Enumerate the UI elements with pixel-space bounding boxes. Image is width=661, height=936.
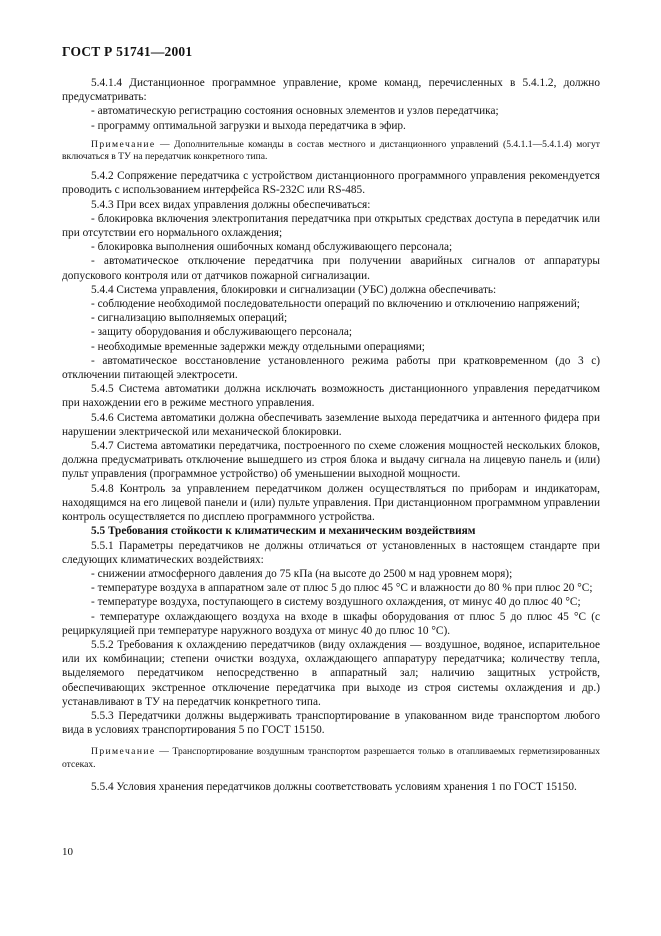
list-item: - снижении атмосферного давления до 75 кПа (на высоте до 2500 м над уровнем моря); [91, 567, 513, 580]
document-header: ГОСТ Р 51741—2001 [62, 44, 193, 59]
list-item: - программу оптимальной загрузки и выхода передатчика в эфир. [91, 119, 406, 132]
note-lead: Примечание [91, 138, 156, 150]
paragraph-5-4-4: 5.4.4 Система управления, блокировки и сигнализации (УБС) должна обеспечивать: [91, 283, 497, 296]
list-item: - автоматическую регистрацию состояния основных элементов и узлов передатчика; [91, 105, 499, 118]
note-1 [62, 139, 600, 163]
paragraph-5-5-3: 5.5.3 Передатчики должны выдерживать транспортирование в упакованном виде транспортом любого вида в условиях транспортирования 5 по ГОСТ 15150. [62, 709, 600, 737]
list-item: - автоматическое восстановление установленного режима работы при кратковременном (до 3 с) отключении питающей электросети. [62, 354, 600, 382]
page-number: 10 [62, 846, 73, 858]
list-item: - температуре воздуха в аппаратном зале от плюс 5 до плюс 45 °С и влажности до 80 % при плюс 20 °С; [91, 582, 593, 595]
list-item: - сигнализацию выполняемых операций; [91, 312, 288, 325]
paragraph-5-4-3: 5.4.3 При всех видах управления должны обеспечиваться: [91, 198, 371, 211]
list-item: - защиту оборудования и обслуживающего персонала; [91, 326, 353, 339]
paragraph-5-4-7: 5.4.7 Система автоматики передатчика, построенного по схеме сложения мощностей нескольких блоков, должна предусматривать отключение вышедшего из строя блока и выдачу сигнала на лицевую панель и (или) пульт управления (программное устройство) об уменьшении выходной мощности. [62, 440, 600, 481]
list-item: - температуре охлаждающего воздуха на входе в шкафы оборудования от плюс 5 до плюс 45 °С (с рециркуляцией при температуре наружного воздуха от минус 40 до плюс 10 °С). [62, 610, 600, 637]
paragraph-5-5-1: 5.5.1 Параметры передатчиков не должны отличаться от установленных в настоящем стандарте при следующих климатических воздействиях: [62, 539, 600, 566]
list-item: - необходимые временные задержки между отдельными операциями; [91, 340, 425, 353]
paragraph-5-5-2: 5.5.2 Требования к охлаждению передатчиков (виду охлаждения — воздушное, водяное, испарительное или их комбинации; степени очистки воздуха, охлаждающего аппаратуру передатчика; количеству тепла, выделяемого передатчиком непосредственно в аппаратный зал; наличию защитных устройств, обеспечивающих экстренное отключение передатчика при выходе из строя системы охлаждения и др.) устанавливают в ТУ на передатчик конкретного типа. [62, 638, 600, 708]
section-heading-5-5: 5.5 Требования стойкости к климатическим и механическим воздействиям [91, 525, 476, 538]
list-item: - соблюдение необходимой последовательности операций по включению и отключению напряжений; [91, 298, 580, 311]
paragraph-5-4-1-4: 5.4.1.4 Дистанционное программное управление, кроме команд, перечисленных в 5.4.1.2, должно предусматривать: [62, 77, 600, 104]
document-body [62, 76, 600, 794]
paragraph-5-4-8: 5.4.8 Контроль за управлением передатчиком должен осуществляться по приборам и индикаторам, находящимся на его лицевой панели и (или) пульте управления. При дистанционном программном управлении контроль осуществляется по дисплею программного устройства. [62, 482, 600, 524]
note-2 [62, 746, 600, 770]
paragraph-5-5-4: 5.5.4 Условия хранения передатчиков должны соответствовать условиям хранения 1 по ГОСТ 15150. [91, 780, 577, 793]
list-item: - автоматическое отключение передатчика при получении аварийных сигналов от аппаратуры допускового контроля или от датчиков пожарной сигнализации. [62, 255, 600, 282]
paragraph-5-4-2: 5.4.2 Сопряжение передатчика с устройством дистанционного программного управления рекомендуется проводить с использованием интерфейса RS-232C или RS-485. [62, 170, 600, 197]
note-text: — Транспортирование воздушным транспортом разрешается только в отапливаемых герметизированных отсеках. [62, 746, 600, 770]
paragraph-5-4-5: 5.4.5 Система автоматики должна исключать возможность дистанционного управления передатчиком при нахождении его в режиме местного управления. [62, 383, 600, 410]
list-item: - блокировка включения электропитания передатчика при открытых средствах доступа в передатчик или при отсутствии его нормального охлаждения; [62, 212, 600, 240]
note-text: — Дополнительные команды в состав местного и дистанционного управлений (5.4.1.1—5.4.1.4) могут включаться в ТУ на передатчик конкретного типа. [62, 138, 600, 163]
list-item: - температуре воздуха, поступающего в систему воздушного охлаждения, от минус 40 до плюс 40 °С; [91, 596, 581, 609]
paragraph-5-4-6: 5.4.6 Система автоматики должна обеспечивать заземление выхода передатчика и антенного фидера при нарушении электрической или механической блокировки. [62, 411, 600, 438]
list-item: - блокировка выполнения ошибочных команд обслуживающего персонала; [91, 241, 453, 254]
note-lead: Примечание [91, 746, 156, 758]
